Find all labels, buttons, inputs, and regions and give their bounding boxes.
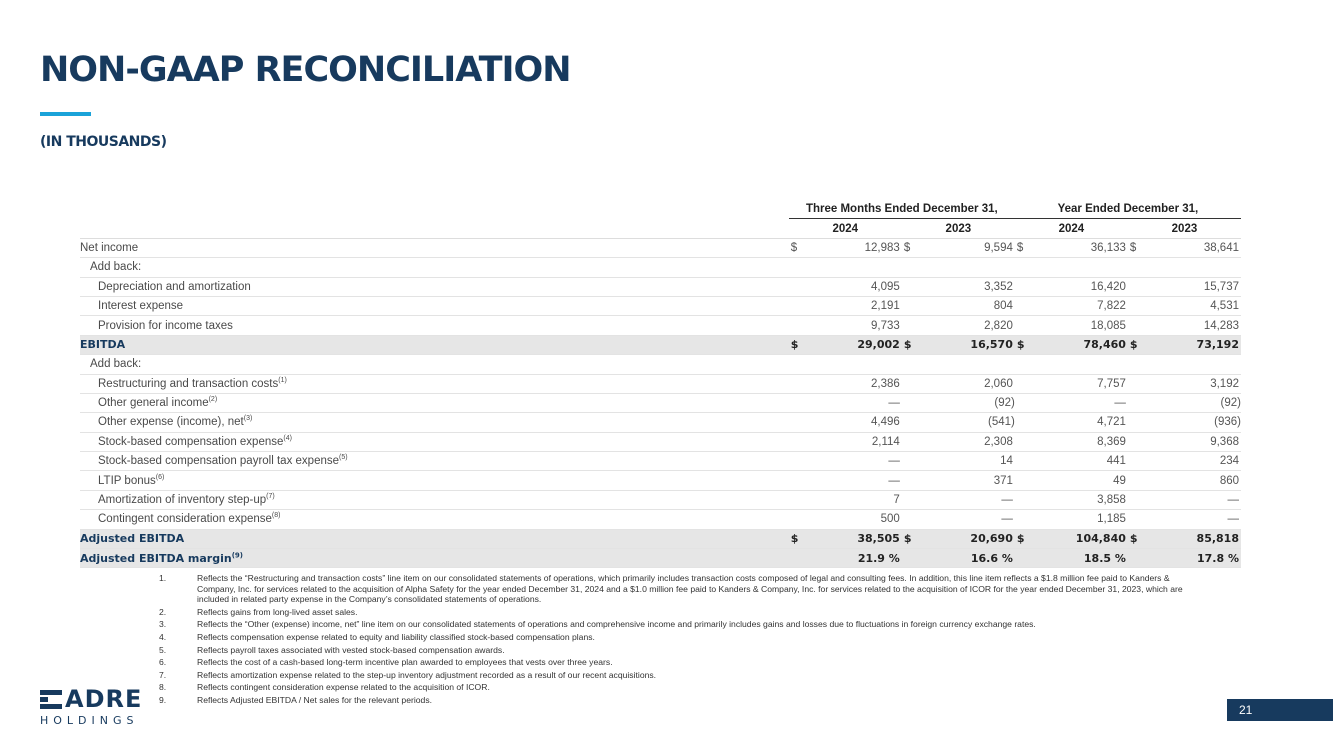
cell-value: 9,594 <box>984 241 1013 254</box>
cell-value: 104,840 <box>1075 532 1126 546</box>
footnote-text: Reflects contingent consideration expense related to the acquisition of ICOR. <box>197 682 490 693</box>
table-row <box>80 510 1241 529</box>
cell-value: 8,369 <box>1097 435 1126 448</box>
row-label: Add back: <box>90 261 142 274</box>
currency-symbol <box>1015 374 1035 393</box>
cell-value: 14 <box>1000 455 1013 468</box>
currency-symbol <box>1128 393 1148 412</box>
currency-symbol: $ <box>790 532 799 546</box>
table-row <box>80 316 1241 335</box>
cell-value: — <box>888 474 900 487</box>
footnote-number: 5. <box>159 644 167 655</box>
cell-value: — <box>1001 494 1013 507</box>
cell-value: 73,192 <box>1196 338 1239 352</box>
cell-value: 500 <box>880 513 900 526</box>
footnote-item <box>159 645 1209 656</box>
table-row <box>80 529 1241 548</box>
currency-symbol <box>1015 413 1035 432</box>
logo-subtext: HOLDINGS <box>40 714 139 727</box>
currency-symbol <box>789 549 809 568</box>
table-body <box>80 238 1241 568</box>
footnote-item <box>159 682 1209 693</box>
table-row <box>80 471 1241 490</box>
currency-symbol <box>1128 277 1148 296</box>
title-accent-line <box>40 112 91 116</box>
row-label: Net income <box>80 241 139 254</box>
footnote-item <box>159 695 1209 706</box>
footnote-ref: (5) <box>339 454 348 462</box>
table-row <box>80 335 1241 354</box>
footnote-item <box>159 607 1209 618</box>
currency-symbol <box>902 413 922 432</box>
year-header: 2023 <box>902 219 1015 238</box>
cell-value: 7 <box>893 494 900 507</box>
cell-value: 14,283 <box>1203 319 1239 332</box>
table-row <box>80 238 1241 257</box>
row-label: Depreciation and amortization <box>98 280 251 293</box>
group-header-year: Year Ended December 31, <box>1015 200 1241 219</box>
currency-symbol <box>902 471 922 490</box>
currency-symbol <box>1015 355 1035 374</box>
cell-value: 4,531 <box>1210 300 1239 313</box>
footnote-number: 6. <box>159 657 167 668</box>
footnote-text: Reflects the cost of a cash-based long-term incentive plan awarded to employees that vests over three years. <box>197 657 613 668</box>
table-row <box>80 549 1241 568</box>
cell-value: 7,822 <box>1097 300 1126 313</box>
footnote-ref: (6) <box>155 473 165 481</box>
footnote-number: 8. <box>159 682 167 693</box>
cell-value: 9,368 <box>1210 435 1239 448</box>
currency-symbol <box>1128 374 1148 393</box>
currency-symbol <box>789 432 809 451</box>
cell-value: — <box>1227 513 1239 526</box>
cell-value: 2,191 <box>871 300 900 313</box>
currency-symbol <box>902 393 922 412</box>
currency-symbol <box>1015 471 1035 490</box>
cell-value: 38,641 <box>1203 241 1239 254</box>
currency-symbol <box>902 549 922 568</box>
cell-value <box>922 355 1015 374</box>
currency-symbol <box>789 277 809 296</box>
footnote-item <box>159 670 1209 681</box>
footnote-ref: (9) <box>231 551 243 560</box>
currency-symbol <box>789 296 809 315</box>
year-header: 2023 <box>1128 219 1241 238</box>
cell-value: 78,460 <box>1083 338 1126 352</box>
currency-symbol <box>1128 452 1148 471</box>
currency-symbol <box>1015 296 1035 315</box>
currency-symbol <box>1128 510 1148 529</box>
currency-symbol <box>789 393 809 412</box>
table-row <box>80 413 1241 432</box>
table-row <box>80 374 1241 393</box>
footnote-text: Reflects amortization expense related to the step-up inventory adjustment recorded as a result of our recent acquisitions. <box>197 669 657 680</box>
currency-symbol <box>902 374 922 393</box>
currency-symbol <box>902 316 922 335</box>
row-label: Stock-based compensation expense$^{(4)}$ <box>98 435 292 448</box>
row-label: Other general income$^{(2)}$ <box>98 396 218 410</box>
currency-symbol <box>1015 510 1035 529</box>
currency-symbol: $ <box>1129 338 1138 352</box>
footnote-text: Reflects the “Other (expense) income, net” line item on our consolidated statements of operations and comprehensive income and primarily includes gains and losses due to fluctuations in foreign currency exchange rates. <box>197 619 1036 630</box>
currency-symbol <box>789 452 809 471</box>
currency-symbol: $ <box>1129 241 1137 254</box>
cell-value: (92) <box>1220 397 1241 410</box>
footnote-item <box>159 573 1209 605</box>
year-header-row <box>80 219 1241 238</box>
cell-value: 17.8 % <box>1197 551 1239 565</box>
row-label: Amortization of inventory step-$up^{(7)}$ <box>98 493 275 507</box>
currency-symbol <box>789 471 809 490</box>
cell-value: (92) <box>994 397 1015 410</box>
cell-value: 20,690 <box>970 532 1013 546</box>
cell-value: 441 <box>1106 455 1126 468</box>
footnote-number: 1. <box>159 573 167 583</box>
currency-symbol <box>1015 490 1035 509</box>
currency-symbol <box>789 413 809 432</box>
currency-symbol <box>1128 413 1148 432</box>
currency-symbol: $ <box>790 241 798 254</box>
row-label: Stock-based compensation payroll tax expense$^{(5)}$ <box>98 454 348 468</box>
row-label: LTIP bonus$^{(6)}$ <box>98 473 165 487</box>
cell-value: 4,496 <box>871 416 900 429</box>
footnote-text: Reflects the “Restructuring and transaction costs” line item on our consolidated statements of operations, which primarily includes transaction costs composed of legal and consulting fees. In addition, this line item reflects a $1.8 million fee paid to Kanders & Company, Inc. for services related to the acquisition of Alpha Safety for the year ended December 31, 2024 and a $1.0 million fee paid to Kanders & Company, Inc. for services related to the acquisition of ICOR for the year ended December 31, 2023, which are included in related party expense in the Company’s consolidated statements of operations. <box>197 573 1183 605</box>
cell-value: 2,820 <box>984 319 1013 332</box>
cell-value: 2,386 <box>871 377 900 390</box>
footnote-number: 7. <box>159 669 167 680</box>
currency-symbol <box>1128 355 1148 374</box>
table-row <box>80 355 1241 374</box>
cell-value <box>1035 258 1128 277</box>
footnote-ref: (4) <box>283 435 292 443</box>
currency-symbol <box>902 296 922 315</box>
currency-symbol <box>1128 296 1148 315</box>
table-row <box>80 296 1241 315</box>
footnote-item <box>159 657 1209 668</box>
page-number: 21 <box>1239 703 1253 717</box>
currency-symbol <box>902 452 922 471</box>
table-row <box>80 258 1241 277</box>
footnote-item <box>159 619 1209 630</box>
reconciliation-table <box>80 200 1241 568</box>
cell-value <box>1148 355 1241 374</box>
cell-value: 38,505 <box>857 532 900 546</box>
company-logo <box>40 685 150 732</box>
cell-value: 15,737 <box>1203 280 1239 293</box>
currency-symbol <box>1015 258 1035 277</box>
currency-symbol <box>1128 549 1148 568</box>
currency-symbol <box>902 490 922 509</box>
footnote-number: 4. <box>159 631 167 642</box>
cell-value: 2,114 <box>871 435 900 448</box>
cell-value: 9,733 <box>871 319 900 332</box>
row-label: Adjusted EBITDA margin$^{(9)}$ <box>80 551 243 565</box>
currency-symbol: $ <box>903 241 911 254</box>
page-subtitle: (IN THOUSANDS) <box>40 134 167 150</box>
footnote-text: Reflects Adjusted EBITDA / Net sales for the relevant periods. <box>197 694 433 705</box>
cell-value: 1,185 <box>1097 513 1126 526</box>
cell-value: 18.5 % <box>1083 551 1126 565</box>
cell-value: 12,983 <box>864 241 900 254</box>
year-header: 2024 <box>1015 219 1128 238</box>
currency-symbol <box>1015 452 1035 471</box>
footnote-ref: (7) <box>266 493 275 501</box>
currency-symbol <box>902 510 922 529</box>
currency-symbol <box>789 374 809 393</box>
cell-value: 860 <box>1219 474 1239 487</box>
currency-symbol <box>789 490 809 509</box>
cell-value <box>922 258 1015 277</box>
cell-value: 21.9 % <box>857 551 900 565</box>
footnote-text: Reflects payroll taxes associated with vested stock-based compensation awards. <box>197 644 505 655</box>
currency-symbol: $ <box>1016 532 1025 546</box>
cell-value: 3,352 <box>984 280 1013 293</box>
cell-value: (541) <box>988 416 1015 429</box>
cell-value <box>1148 258 1241 277</box>
cell-value: — <box>888 455 900 468</box>
logo-mark-icon <box>40 690 62 710</box>
row-label: EBITDA <box>80 338 126 352</box>
cell-value: 16,570 <box>970 338 1013 352</box>
footnote-number: 2. <box>159 606 167 617</box>
footnote-text: Reflects compensation expense related to equity and liability classified stock-based compensation plans. <box>197 631 595 642</box>
cell-value <box>809 258 902 277</box>
footnote-ref: (2) <box>208 396 218 404</box>
currency-symbol <box>902 258 922 277</box>
row-label: Adjusted EBITDA <box>80 532 185 546</box>
logo-wordmark: ADRE <box>65 685 143 713</box>
currency-symbol <box>902 432 922 451</box>
currency-symbol <box>789 258 809 277</box>
cell-value: 3,858 <box>1097 494 1126 507</box>
row-label: Other expense (income), net$^{(3)}$ <box>98 415 253 429</box>
currency-symbol <box>1015 277 1035 296</box>
group-header-three-months: Three Months Ended December 31, <box>789 200 1015 219</box>
table-row <box>80 277 1241 296</box>
currency-symbol <box>1128 490 1148 509</box>
currency-symbol <box>1128 258 1148 277</box>
page-title: NON-GAAP RECONCILIATION <box>40 50 571 90</box>
cell-value: 7,757 <box>1097 377 1126 390</box>
currency-symbol: $ <box>903 532 912 546</box>
footnote-number: 3. <box>159 619 167 630</box>
table-row <box>80 432 1241 451</box>
currency-symbol <box>1128 471 1148 490</box>
cell-value <box>1035 355 1128 374</box>
currency-symbol: $ <box>1016 338 1025 352</box>
year-header: 2024 <box>789 219 902 238</box>
currency-symbol <box>902 355 922 374</box>
cell-value: 36,133 <box>1090 241 1126 254</box>
cell-value: 804 <box>993 300 1013 313</box>
cell-value: 4,095 <box>871 280 900 293</box>
currency-symbol: $ <box>1016 241 1024 254</box>
currency-symbol <box>902 277 922 296</box>
footnote-ref: (1) <box>278 376 287 384</box>
cell-value: 29,002 <box>857 338 900 352</box>
cell-value: 371 <box>993 474 1013 487</box>
currency-symbol <box>1015 316 1035 335</box>
cell-value <box>809 355 902 374</box>
footnote-item <box>159 632 1209 643</box>
cell-value: — <box>1001 513 1013 526</box>
currency-symbol: $ <box>903 338 912 352</box>
table-row <box>80 393 1241 412</box>
footnote-ref: (8) <box>271 512 281 520</box>
footnote-ref: (3) <box>243 415 253 423</box>
currency-symbol <box>1015 549 1035 568</box>
row-label: Interest expense <box>98 300 184 313</box>
row-label: Provision for income taxes <box>98 319 233 332</box>
currency-symbol <box>789 355 809 374</box>
currency-symbol <box>1128 432 1148 451</box>
cell-value: 85,818 <box>1196 532 1239 546</box>
cell-value: 16,420 <box>1090 280 1126 293</box>
cell-value: 3,192 <box>1210 377 1239 390</box>
footnotes <box>159 573 1209 708</box>
footnote-number: 9. <box>159 694 167 705</box>
table-row <box>80 452 1241 471</box>
currency-symbol <box>1015 432 1035 451</box>
cell-value: 49 <box>1113 474 1126 487</box>
table-row <box>80 490 1241 509</box>
currency-symbol: $ <box>790 338 799 352</box>
currency-symbol <box>1128 316 1148 335</box>
row-label: Restructuring and transaction costs$^{(1)}$ <box>98 376 287 390</box>
cell-value: 2,060 <box>984 377 1013 390</box>
cell-value: 16.6 % <box>970 551 1013 565</box>
row-label: Add back: <box>90 358 142 371</box>
cell-value: 18,085 <box>1090 319 1126 332</box>
group-header-row <box>80 200 1241 219</box>
cell-value: — <box>1114 397 1126 410</box>
footnote-text: Reflects gains from long-lived asset sales. <box>197 606 358 617</box>
cell-value: — <box>1227 494 1239 507</box>
currency-symbol <box>1015 393 1035 412</box>
page-number-box <box>1227 699 1333 721</box>
cell-value: 4,721 <box>1097 416 1126 429</box>
currency-symbol <box>789 510 809 529</box>
cell-value: (936) <box>1214 416 1241 429</box>
cell-value: 2,308 <box>984 435 1013 448</box>
cell-value: 234 <box>1219 455 1239 468</box>
row-label: Contingent consideration expense$^{(8)}$ <box>98 512 281 526</box>
currency-symbol: $ <box>1129 532 1138 546</box>
currency-symbol <box>789 316 809 335</box>
cell-value: — <box>888 397 900 410</box>
